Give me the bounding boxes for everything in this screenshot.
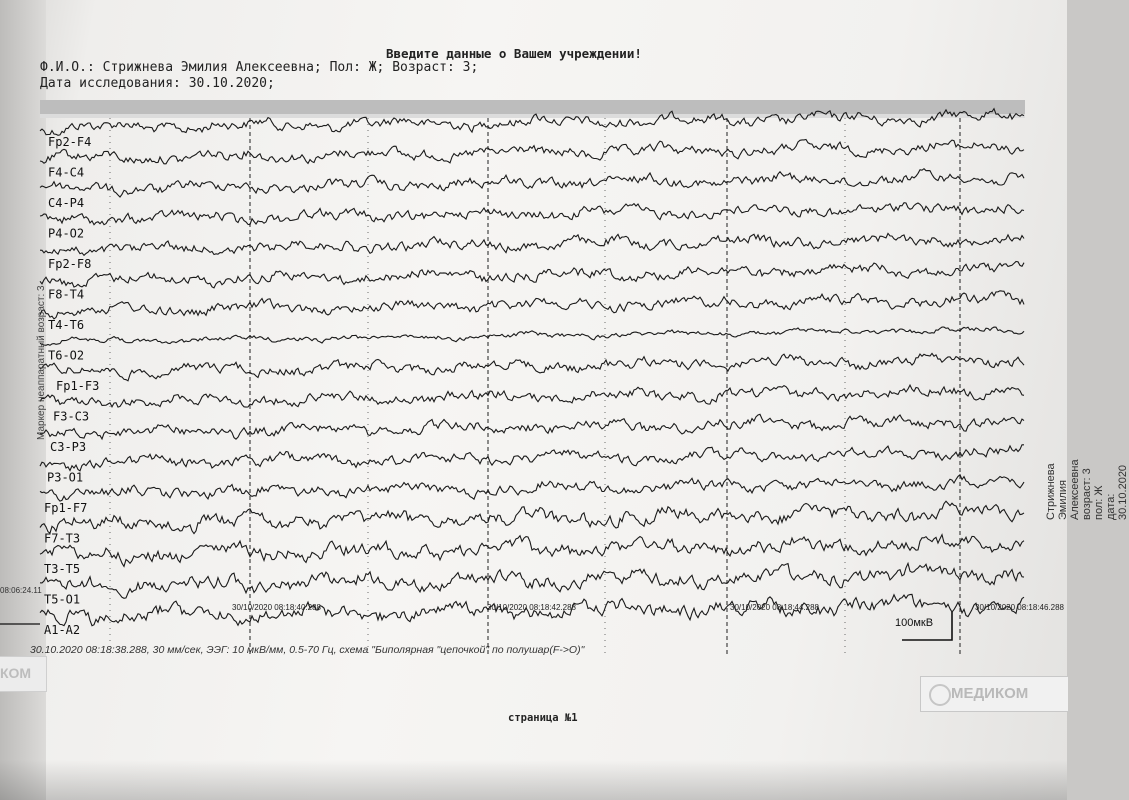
channel-label: P4-O2 xyxy=(48,226,85,241)
channel-label: T3-T5 xyxy=(44,562,81,576)
eeg-trace xyxy=(40,501,1024,533)
eeg-trace xyxy=(40,414,1024,439)
channel-label: Fp1-F7 xyxy=(44,501,88,515)
channel-label: F8-T4 xyxy=(48,287,85,302)
channel-label: F7-T3 xyxy=(44,531,81,546)
eeg-trace xyxy=(40,291,1024,319)
time-grid xyxy=(110,118,960,655)
eeg-trace xyxy=(40,233,1024,255)
medicom-logo xyxy=(920,676,1068,712)
left-timestamp: 08:06:24.11 xyxy=(0,586,42,595)
eeg-trace xyxy=(40,563,1024,598)
channel-label: C3-P3 xyxy=(50,440,87,454)
eeg-trace xyxy=(40,169,1024,197)
channel-label: Fp1-F3 xyxy=(56,379,100,393)
timestamp-label: 30/10/2020 08:18:44.288 xyxy=(730,603,819,612)
eeg-traces xyxy=(40,109,1024,626)
timestamp-label: 30/10/2020 08:18:40.288 xyxy=(232,603,321,612)
patient-info: Ф.И.О.: Стрижнева Эмилия Алексеевна; Пол: Ж; Возраст: 3; xyxy=(40,60,479,75)
calibration-label: 100мкВ xyxy=(895,617,934,629)
institution-title: Введите данные о Вашем учреждении! xyxy=(386,46,642,61)
eeg-trace xyxy=(40,535,1024,567)
page-number: страница №1 xyxy=(508,712,578,724)
channel-label: F4-C4 xyxy=(48,165,85,180)
header-band xyxy=(40,100,1025,114)
medicom-logo-fragment xyxy=(0,656,47,692)
exam-date: Дата исследования: 30.10.2020; xyxy=(40,76,275,91)
channel-label: T6-O2 xyxy=(48,348,85,363)
recording-parameters: 30.10.2020 08:18:38.288, 30 мм/сек, ЭЭГ: 10 мкВ/мм, 0.5-70 Гц, схема "Биполярная "цепочкой" по полушар(F->O)" xyxy=(30,644,585,656)
channel-label: P3-O1 xyxy=(47,470,84,485)
channel-label: Fp2-F8 xyxy=(48,257,92,271)
channel-label: A1-A2 xyxy=(44,623,81,637)
medicom-logo-text: МЕДИКОМ xyxy=(951,685,1029,702)
timestamp-label: 30/10/2020 08:18:42.288 xyxy=(487,603,576,612)
left-marker-note: Маркер неаппаратный возраст: 3 xyxy=(36,285,47,440)
side-patient-info: Стрижнева Эмилия Алексеевна возраст: 3 пол: Ж дата: 30.10.2020 xyxy=(1045,459,1129,520)
channel-labels xyxy=(44,135,99,637)
page-shadow xyxy=(0,760,1067,800)
eeg-trace xyxy=(40,327,1024,345)
medicom-logo-icon xyxy=(929,684,951,706)
eeg-trace xyxy=(40,445,1024,471)
channel-label: C4-P4 xyxy=(48,196,85,210)
eeg-trace xyxy=(40,140,1024,164)
eeg-trace xyxy=(40,353,1024,380)
channel-label: Fp2-F4 xyxy=(48,135,92,149)
eeg-trace xyxy=(40,475,1024,501)
timestamp-labels xyxy=(232,603,1065,612)
eeg-trace xyxy=(40,203,1024,225)
medicom-logo-fragment-text: КОМ xyxy=(0,665,32,681)
eeg-trace xyxy=(40,262,1024,288)
channel-label: T5-O1 xyxy=(44,592,81,607)
channel-label: T4-T6 xyxy=(48,318,85,332)
calibration-marker xyxy=(895,612,952,640)
timestamp-label: 30/10/2020 08:18:46.288 xyxy=(975,603,1064,612)
channel-label: F3-C3 xyxy=(53,409,90,424)
eeg-trace xyxy=(40,385,1024,407)
